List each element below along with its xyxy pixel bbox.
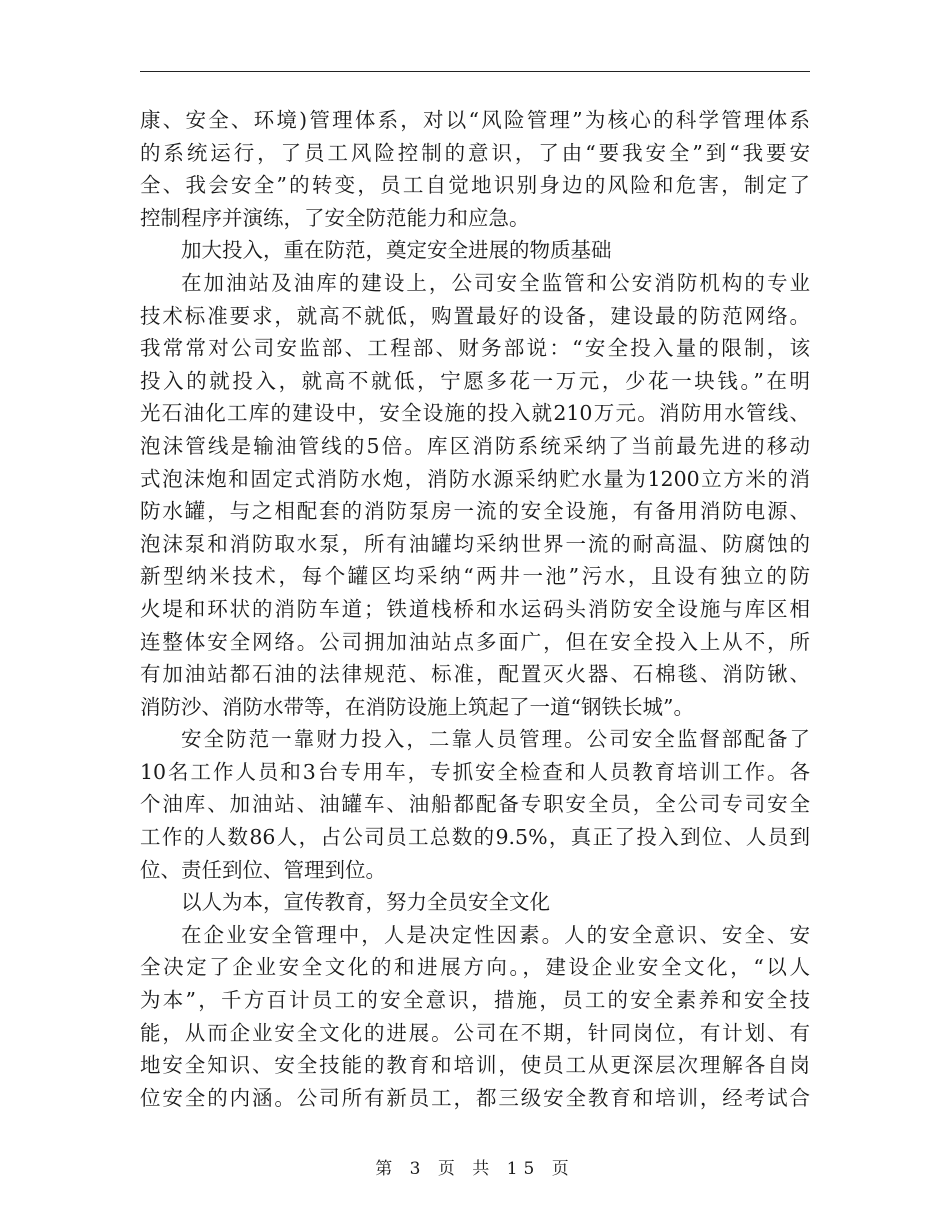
text-line: 技术标准要求，就高不就低，购置最好的设备，建设最的防范网络。 [140,303,810,328]
text-line: 地安全知识、安全技能的教育和培训，使员工从更深层次理解各自岗 [140,1053,810,1078]
text-line: 在企业安全管理中，人是决定性因素。人的安全意识、安全、安 [181,922,810,947]
text-line: 位、责任到位、管理到位。 [140,857,386,882]
text-line: 光石油化工库的建设中，安全设施的投入就210万元。消防用水管线、 [140,401,810,426]
text-line: 以人为本，宣传教育，努力全员安全文化 [181,890,550,915]
text-line: 能，从而企业安全文化的进展。公司在不期，针同岗位，有计划、有 [140,1020,810,1045]
text-line: 泡沫管线是输油管线的5倍。库区消防系统采纳了当前最先进的移动 [140,433,810,458]
page-number: 第 3 页 共 15 页 [375,1159,575,1179]
text-line: 10名工作人员和3台专用车，专抓安全检查和人员教育培训工作。各 [140,759,810,784]
text-line: 我常常对公司安监部、工程部、财务部说：“安全投入量的限制，该 [140,336,810,361]
text-line: 火堤和环状的消防车道；铁道栈桥和水运码头消防安全设施与库区相 [140,596,810,621]
text-line: 控制程序并演练，了安全防范能力和应急。 [140,205,530,230]
text-line: 康、安全、环境)管理体系，对以“风险管理”为核心的科学管理体系 [140,108,810,132]
text-line: 新型纳米技术，每个罐区均采纳“两井一池”污水，且设有独立的防 [140,564,810,589]
text-line: 加大投入，重在防范，奠定安全进展的物质基础 [181,238,612,263]
text-line: 全决定了企业安全文化的和进展方向。，建设企业安全文化，“以人 [140,955,810,980]
text-line: 在加油站及油库的建设上，公司安全监管和公安消防机构的专业 [181,270,810,295]
text-line: 位安全的内涵。公司所有新员工，都三级安全教育和培训，经考试合 [140,1085,810,1110]
header-rule [140,71,810,72]
text-line: 式泡沫炮和固定式消防水炮，消防水源采纳贮水量为1200立方米的消 [140,466,810,491]
text-line: 个油库、加油站、油罐车、油船都配备专职安全员，全公司专司安全 [140,792,810,817]
text-line: 为本”，千方百计员工的安全意识，措施，员工的安全素养和安全技 [140,988,810,1013]
text-line: 安全防范一靠财力投入，二靠人员管理。公司安全监督部配备了 [181,727,810,752]
text-line: 连整体安全网络。公司拥加油站点多面广，但在安全投入上从不，所 [140,629,810,654]
text-line: 消防沙、消防水带等，在消防设施上筑起了一道“钢铁长城”。 [140,694,694,719]
text-line: 投入的就投入，就高不就低，宁愿多花一万元，少花一块钱。”在明 [140,368,810,393]
text-line: 泡沫泵和消防取水泵，所有油罐均采纳世界一流的耐高温、防腐蚀的 [140,531,810,556]
text-line: 的系统运行，了员工风险控制的意识，了由“要我安全”到“我要安 [140,140,810,165]
document-body [140,104,810,1114]
text-line: 防水罐，与之相配套的消防泵房一流的安全设施，有备用消防电源、 [140,499,810,524]
text-line: 工作的人数86人，占公司员工总数的9.5%，真正了投入到位、人员到 [140,825,810,850]
text-line: 有加油站都石油的法律规范、标准，配置灭火器、石棉毯、消防锹、 [140,662,810,687]
text-line: 全、我会安全”的转变，员工自觉地识别身边的风险和危害，制定了 [140,173,810,198]
